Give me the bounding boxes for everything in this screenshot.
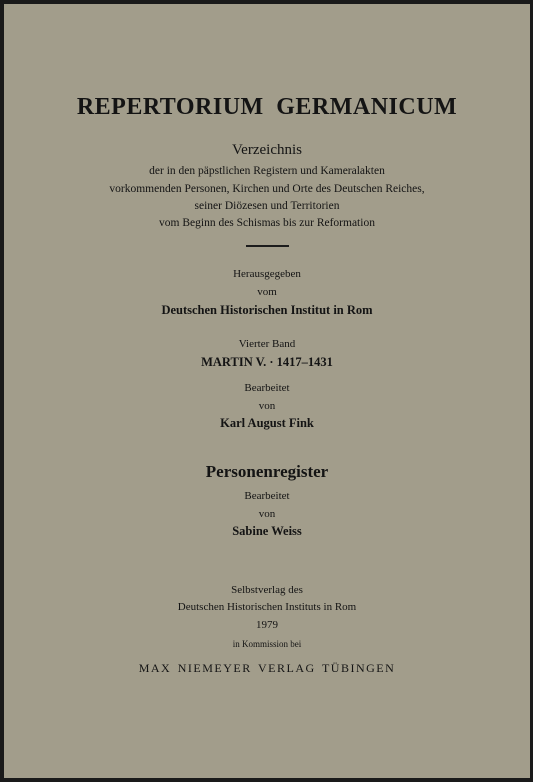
imprint-year: 1979 <box>256 619 278 631</box>
description-line-1: der in den päpstlichen Registern und Kameralakten <box>149 165 385 177</box>
by-label: vom <box>257 286 277 298</box>
imprint-commission: in Kommission bei <box>232 639 302 649</box>
imprint-line-2: Deutschen Historischen Instituts in Rom <box>177 601 357 613</box>
register-heading: Personenregister <box>205 462 329 481</box>
volume-author: Karl August Fink <box>220 416 314 430</box>
institute-name: Deutschen Historischen Institut in Rom <box>161 303 373 317</box>
volume-by-label: von <box>258 400 276 412</box>
volume-label: Vierter Band <box>238 338 296 350</box>
title-page <box>4 4 530 778</box>
page-subtitle: Verzeichnis <box>232 142 302 158</box>
description-line-4: vom Beginn des Schismas bis zur Reformation <box>159 217 375 229</box>
description-line-2: vorkommenden Personen, Kirchen und Orte des Deutschen Reiches, <box>109 183 425 195</box>
register-by-label: von <box>258 508 276 520</box>
pope-reign: MARTIN V. · 1417–1431 <box>201 355 333 369</box>
description-line-3: seiner Diözesen und Territorien <box>194 200 340 212</box>
register-edited-label: Bearbeitet <box>244 490 290 502</box>
page-title: REPERTORIUM GERMANICUM <box>76 94 458 120</box>
volume-edited-label: Bearbeitet <box>244 382 290 394</box>
edited-label: Herausgegeben <box>233 268 301 280</box>
register-author: Sabine Weiss <box>232 524 302 538</box>
imprint-line-1: Selbstverlag des <box>231 584 303 596</box>
publisher-name: MAX NIEMEYER VERLAG TÜBINGEN <box>138 661 396 675</box>
divider-rule <box>246 245 289 247</box>
